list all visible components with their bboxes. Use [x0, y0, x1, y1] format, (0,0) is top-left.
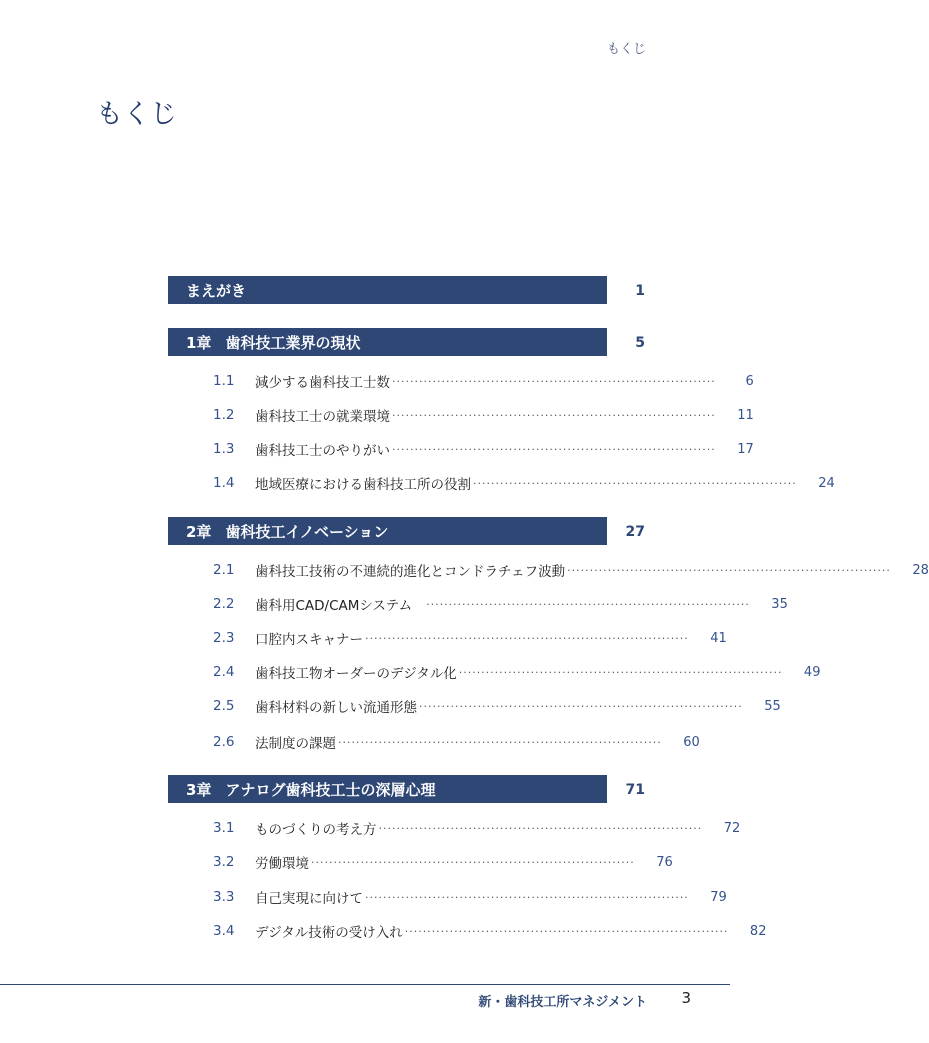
- dot-leader: ········································································: [365, 890, 689, 904]
- section-page-number: 76: [656, 854, 673, 870]
- section-title: 歯科用CAD/CAMシステム: [255, 598, 413, 614]
- dot-leader: ········································································: [311, 855, 635, 869]
- section-page-number: 49: [803, 664, 821, 680]
- dot-leader: ········································································: [392, 374, 716, 388]
- chapter-page-number: 5: [635, 335, 645, 351]
- section-page-number: 17: [737, 441, 754, 457]
- dot-leader: ········································································: [567, 563, 891, 577]
- section-title: 法制度の課題: [255, 736, 336, 752]
- section-title: 減少する歯科技工士数: [255, 375, 390, 391]
- section-title: 歯科技工士の就業環境: [255, 409, 390, 425]
- section-number: 2.1: [213, 562, 235, 578]
- section-page-number: 28: [912, 562, 929, 578]
- toc-section[interactable]: [213, 404, 754, 426]
- section-number: 1.3: [213, 441, 235, 457]
- chapter-number: 2章: [186, 522, 212, 541]
- chapter-title: 歯科技工イノベーション: [225, 522, 389, 541]
- section-number: 1.2: [213, 407, 235, 423]
- toc-section[interactable]: [213, 731, 700, 753]
- toc-section[interactable]: [213, 593, 788, 615]
- section-number: 2.5: [213, 698, 235, 714]
- section-title: 労働環境: [255, 856, 309, 872]
- footer-page-number: 3: [681, 989, 691, 1007]
- chapter-page-number: 71: [625, 782, 645, 798]
- dot-leader: ········································································: [426, 597, 750, 611]
- section-title: 歯科材料の新しい流通形態: [255, 700, 417, 716]
- section-title: 地域医療における歯科技工所の役割: [255, 477, 471, 493]
- toc-section[interactable]: [213, 920, 767, 942]
- dot-leader: ········································································: [365, 631, 689, 645]
- section-page-number: 35: [771, 596, 788, 612]
- section-page-number: 60: [683, 734, 700, 750]
- toc-section[interactable]: [213, 438, 754, 460]
- section-page-number: 41: [710, 630, 727, 646]
- section-number: 1.1: [213, 373, 235, 389]
- section-page-number: 6: [745, 373, 754, 389]
- dot-leader: ········································································: [378, 821, 703, 835]
- chapter-number: 3章: [186, 780, 212, 799]
- chapter-title: 歯科技工業界の現状: [225, 333, 361, 352]
- section-number: 1.4: [213, 475, 235, 491]
- section-number: 3.4: [213, 923, 235, 939]
- toc-chapter-preface[interactable]: [168, 276, 607, 304]
- toc-section[interactable]: [213, 886, 727, 908]
- section-page-number: 72: [723, 820, 741, 836]
- page-title: もくじ: [96, 99, 177, 130]
- dot-leader: ········································································: [392, 442, 716, 456]
- toc-chapter-3[interactable]: [168, 775, 607, 803]
- section-title: 自己実現に向けて: [255, 891, 363, 907]
- chapter-number: 1章: [186, 333, 212, 352]
- toc-section[interactable]: [213, 851, 673, 873]
- section-number: 2.3: [213, 630, 235, 646]
- section-title: 歯科技工士のやりがい: [255, 443, 390, 459]
- section-page-number: 79: [710, 889, 727, 905]
- section-number: 2.6: [213, 734, 235, 750]
- chapter-page-number: 27: [625, 524, 645, 540]
- running-head: もくじ: [606, 42, 646, 57]
- section-title: デジタル技術の受け入れ: [255, 925, 403, 941]
- dot-leader: ········································································: [473, 476, 797, 490]
- section-title: 口腔内スキャナー: [255, 632, 363, 648]
- footer-book-title: 新・歯科技工所マネジメント: [478, 995, 647, 1010]
- dot-leader: ········································································: [338, 735, 662, 749]
- toc-section[interactable]: [213, 370, 754, 392]
- section-number: 3.2: [213, 854, 235, 870]
- dot-leader: ········································································: [404, 924, 729, 938]
- chapter-title: アナログ歯科技工士の深層心理: [225, 780, 436, 799]
- section-page-number: 55: [764, 698, 781, 714]
- section-page-number: 82: [749, 923, 767, 939]
- section-title: 歯科技工物オーダーのデジタル化: [255, 666, 457, 682]
- toc-section[interactable]: [213, 627, 727, 649]
- toc-section[interactable]: [213, 661, 821, 683]
- section-number: 3.1: [213, 820, 235, 836]
- toc-section[interactable]: [213, 472, 835, 494]
- toc-chapter-1[interactable]: [168, 328, 607, 356]
- section-title: ものづくりの考え方: [255, 822, 377, 838]
- toc-section[interactable]: [213, 817, 741, 839]
- toc-section[interactable]: [213, 695, 781, 717]
- section-number: 2.2: [213, 596, 235, 612]
- chapter-page-number: 1: [635, 283, 645, 299]
- chapter-title: まえがき: [186, 281, 247, 300]
- dot-leader: ········································································: [392, 408, 716, 422]
- dot-leader: ········································································: [419, 699, 743, 713]
- footer-divider: [0, 984, 730, 985]
- section-number: 3.3: [213, 889, 235, 905]
- section-page-number: 11: [737, 407, 754, 423]
- toc-section[interactable]: [213, 559, 929, 581]
- section-page-number: 24: [818, 475, 835, 491]
- toc-chapter-2[interactable]: [168, 517, 607, 545]
- dot-leader: ········································································: [458, 665, 783, 679]
- section-number: 2.4: [213, 664, 235, 680]
- section-title: 歯科技工技術の不連続的進化とコンドラチェフ波動: [255, 564, 566, 580]
